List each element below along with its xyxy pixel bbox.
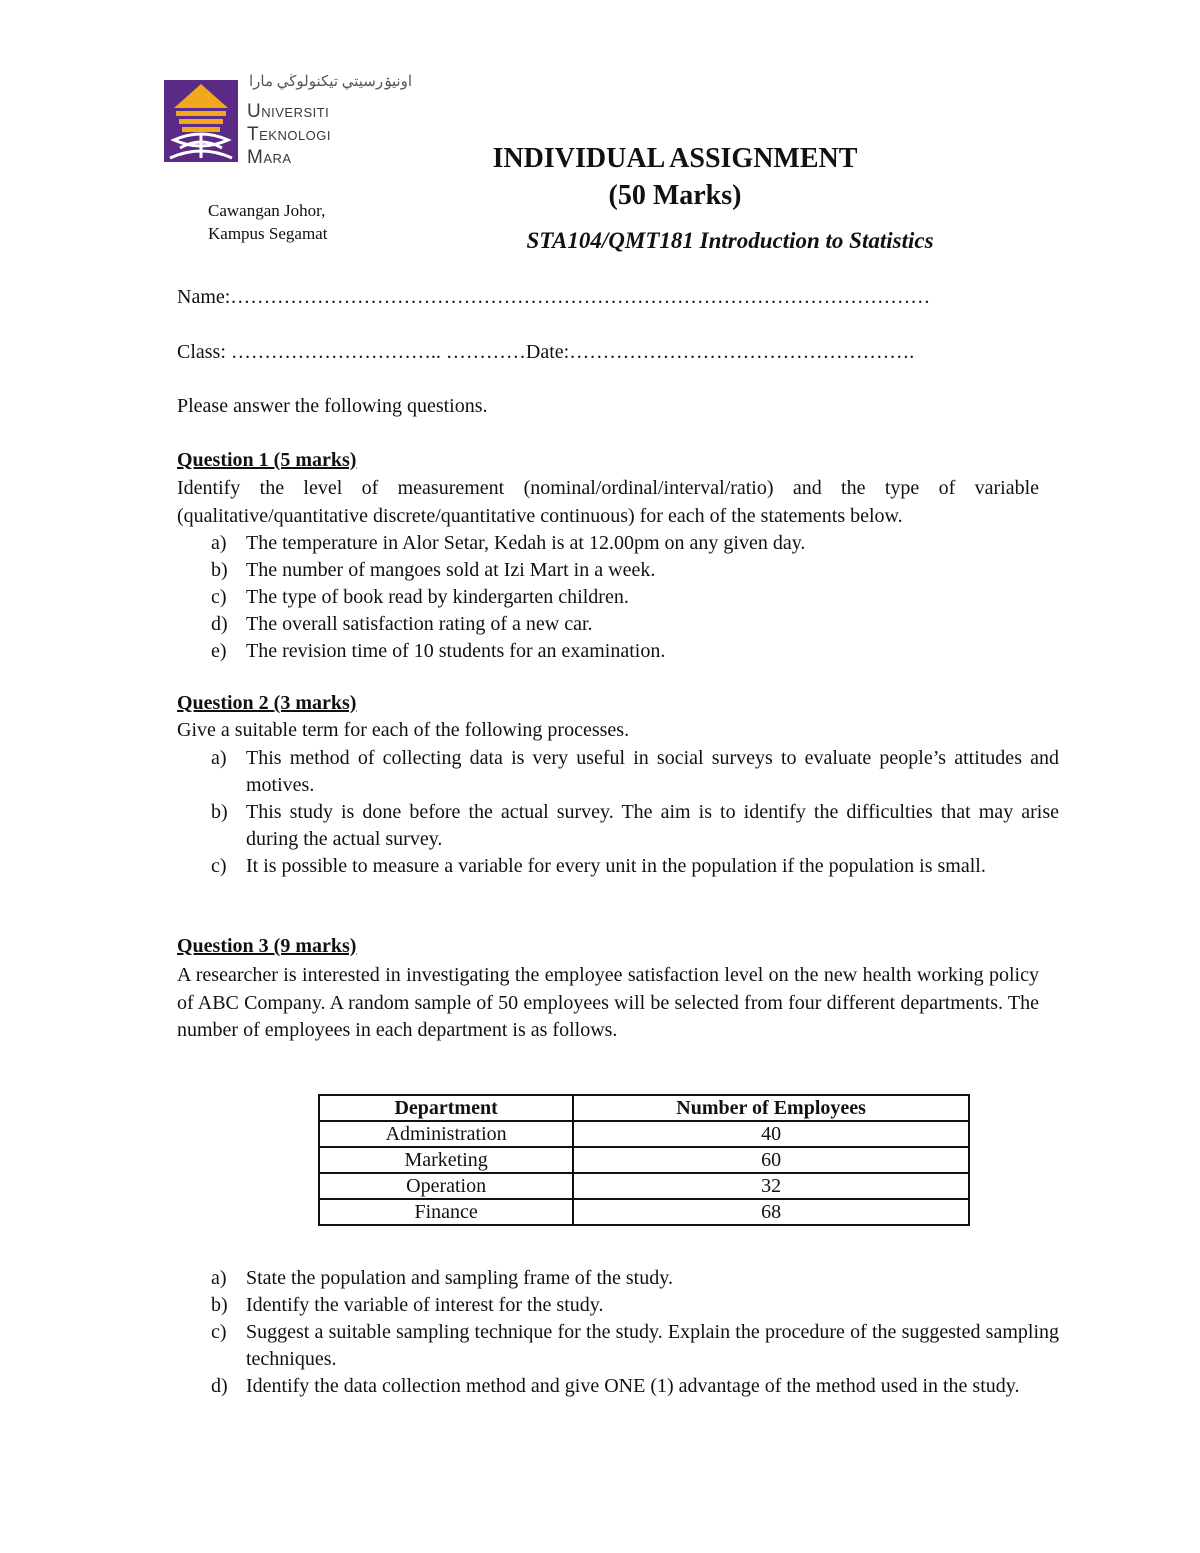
table-row [319,1199,969,1225]
document-title: INDIVIDUAL ASSIGNMENT [492,143,858,174]
list-item: c) Suggest a suitable sampling technique for the study. Explain the procedure of the suggested sampling techniques. [211,1321,1059,1370]
table-row [319,1147,969,1173]
uitm-emblem-icon [160,74,242,170]
name-field: Name:…………………………………………………………………………………………… [177,286,931,308]
department-table [318,1094,970,1226]
table-header-row [319,1095,969,1121]
table-row [319,1173,969,1199]
list-item: d) Identify the data collection method and give ONE (1) advantage of the method used in the study. [211,1375,1020,1397]
university-logo [160,74,242,170]
list-item: a) This method of collecting data is very useful in social surveys to evaluate people’s attitudes and motives. [211,747,1059,796]
question-1-items [211,530,1059,665]
question-2-text: Give a suitable term for each of the following processes. [177,719,630,741]
list-item: a) The temperature in Alor Setar, Kedah is at 12.00pm on any given day. [211,532,806,554]
table-cell: Marketing [319,1147,573,1173]
question-2-heading: Question 2 (3 marks) [177,692,357,714]
question-3-items [211,1265,1059,1400]
list-item: a) State the population and sampling frame of the study. [211,1267,673,1289]
question-2-items [211,745,1059,880]
logo-line-1: Universiti [247,101,330,122]
class-date-field: Class: ………………………….. …………Date:……………………………………………. [177,341,915,363]
logo-jawi-text: اونيۏرسيتي تيكنولوڬي مارا [249,74,413,90]
question-1-heading: Question 1 (5 marks) [177,449,357,471]
list-item: b) Identify the variable of interest for the study. [211,1294,604,1316]
table-cell: Finance [319,1199,573,1225]
column-header-department: Department [319,1095,573,1121]
list-item: e) The revision time of 10 students for an examination. [211,640,666,662]
table-cell: Operation [319,1173,573,1199]
logo-wordmark [247,100,331,169]
logo-line-3: Mara [247,147,292,168]
table-cell: 68 [573,1199,969,1225]
list-item: b) The number of mangoes sold at Izi Mart in a week. [211,559,656,581]
table-cell: 32 [573,1173,969,1199]
instruction-text: Please answer the following questions. [177,395,488,417]
list-item: d) The overall satisfaction rating of a new car. [211,613,593,635]
table-cell: 60 [573,1147,969,1173]
campus-line-2: Kampus Segamat [208,224,328,243]
question-3-text: A researcher is interested in investigating the employee satisfaction level on the new health working policy of ABC Company. A random sample of 50 employees will be selected from four different departments. The number of employees in each department is as follows. [177,964,1039,1041]
campus-info [208,199,327,245]
total-marks: (50 Marks) [608,180,742,211]
list-item: c) The type of book read by kindergarten children. [211,586,629,608]
question-1-text: Identify the level of measurement (nominal/ordinal/interval/ratio) and the type of variable (qualitative/quantitative discrete/quantitative continuous) for each of the statements below. [177,477,1039,527]
table-row [319,1121,969,1147]
course-title: STA104/QMT181 Introduction to Statistics [526,228,934,253]
table-cell: 40 [573,1121,969,1147]
campus-line-1: Cawangan Johor, [208,201,326,220]
table-cell: Administration [319,1121,573,1147]
column-header-employees: Number of Employees [573,1095,969,1121]
logo-line-2: Teknologi [247,124,332,145]
list-item: b) This study is done before the actual survey. The aim is to identify the difficulties that may arise during the actual survey. [211,801,1059,850]
question-3-heading: Question 3 (9 marks) [177,935,357,957]
list-item: c) It is possible to measure a variable for every unit in the population if the population is small. [211,855,986,877]
